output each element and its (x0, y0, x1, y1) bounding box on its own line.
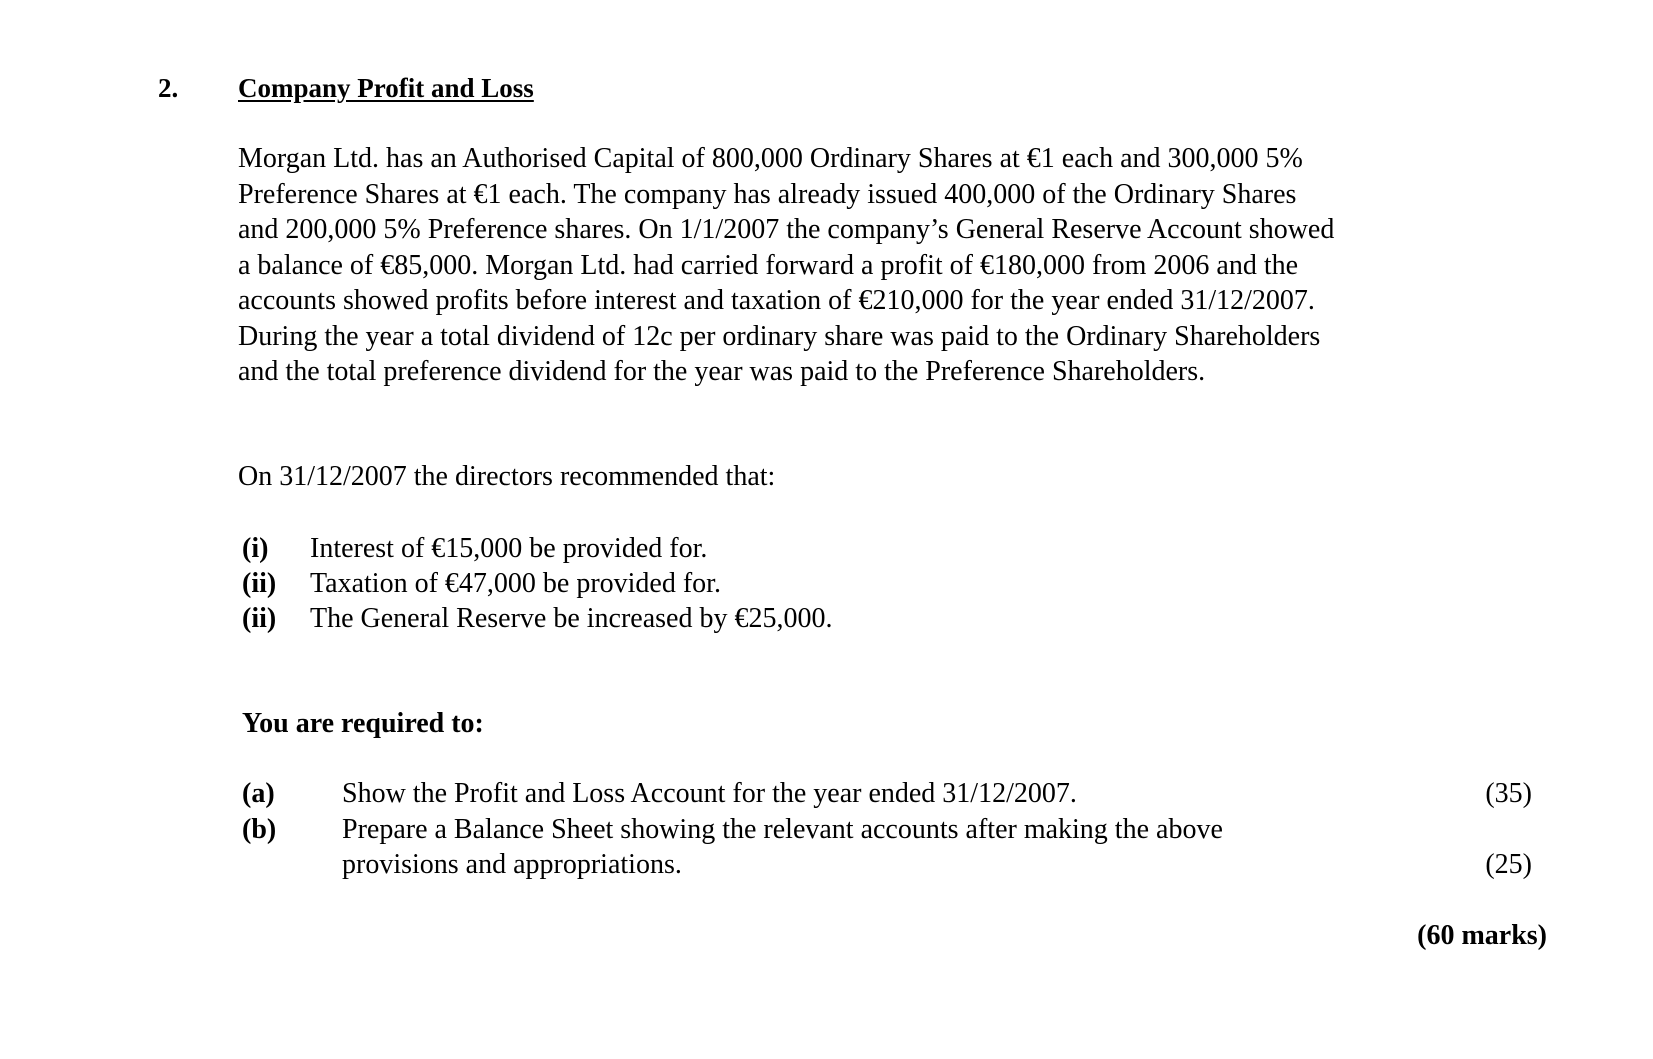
recommendation-text: Interest of €15,000 be provided for. (310, 533, 708, 564)
requirement-line: provisions and appropriations. (342, 849, 682, 880)
recommendation-item (242, 531, 832, 566)
question-number: 2. (158, 73, 179, 103)
required-heading: You are required to: (242, 708, 484, 739)
requirements-list (242, 776, 1532, 883)
requirement-label: (a) (242, 778, 275, 809)
question-paragraph (238, 141, 1498, 390)
requirement-label: (b) (242, 813, 277, 845)
paragraph-line: Morgan Ltd. has an Authorised Capital of 800,000 Ordinary Shares at €1 each and 300,000 5% (238, 143, 1303, 174)
requirement-line: Show the Profit and Loss Account for the year ended 31/12/2007. (342, 778, 1077, 809)
recommendation-label: (i) (242, 533, 269, 564)
requirement-text (342, 812, 1342, 883)
paragraph-line: During the year a total dividend of 12c per ordinary share was paid to the Ordinary Shareholders (238, 320, 1321, 352)
requirement-line: Prepare a Balance Sheet showing the relevant accounts after making the above (342, 813, 1223, 845)
recommendation-item (242, 601, 832, 636)
requirement-marks: (35) (1485, 778, 1532, 809)
paragraph-line: and the total preference dividend for the year was paid to the Preference Shareholders. (238, 356, 1206, 387)
directors-intro: On 31/12/2007 the directors recommended that: (238, 461, 776, 492)
recommendations-list (242, 531, 832, 636)
paragraph-line: a balance of €85,000. Morgan Ltd. had carried forward a profit of €180,000 from 2006 and the (238, 249, 1299, 281)
question-title: Company Profit and Loss (238, 73, 534, 103)
requirement-text (342, 776, 1342, 812)
total-marks: (60 marks) (1417, 920, 1547, 951)
recommendation-text: Taxation of €47,000 be provided for. (310, 568, 721, 599)
paragraph-line: accounts showed profits before interest and taxation of €210,000 for the year ended 31/12/2007. (238, 285, 1315, 316)
requirement-item (242, 812, 1532, 883)
recommendation-text: The General Reserve be increased by €25,000. (310, 603, 833, 634)
recommendation-label: (ii) (242, 568, 277, 599)
paragraph-line: and 200,000 5% Preference shares. On 1/1/2007 the company’s General Reserve Account showed (238, 214, 1335, 245)
recommendation-label: (ii) (242, 603, 277, 634)
recommendation-item (242, 566, 832, 601)
requirement-marks: (25) (1485, 849, 1532, 880)
requirement-item (242, 776, 1532, 812)
paragraph-line: Preference Shares at €1 each. The company has already issued 400,000 of the Ordinary Shares (238, 178, 1297, 210)
